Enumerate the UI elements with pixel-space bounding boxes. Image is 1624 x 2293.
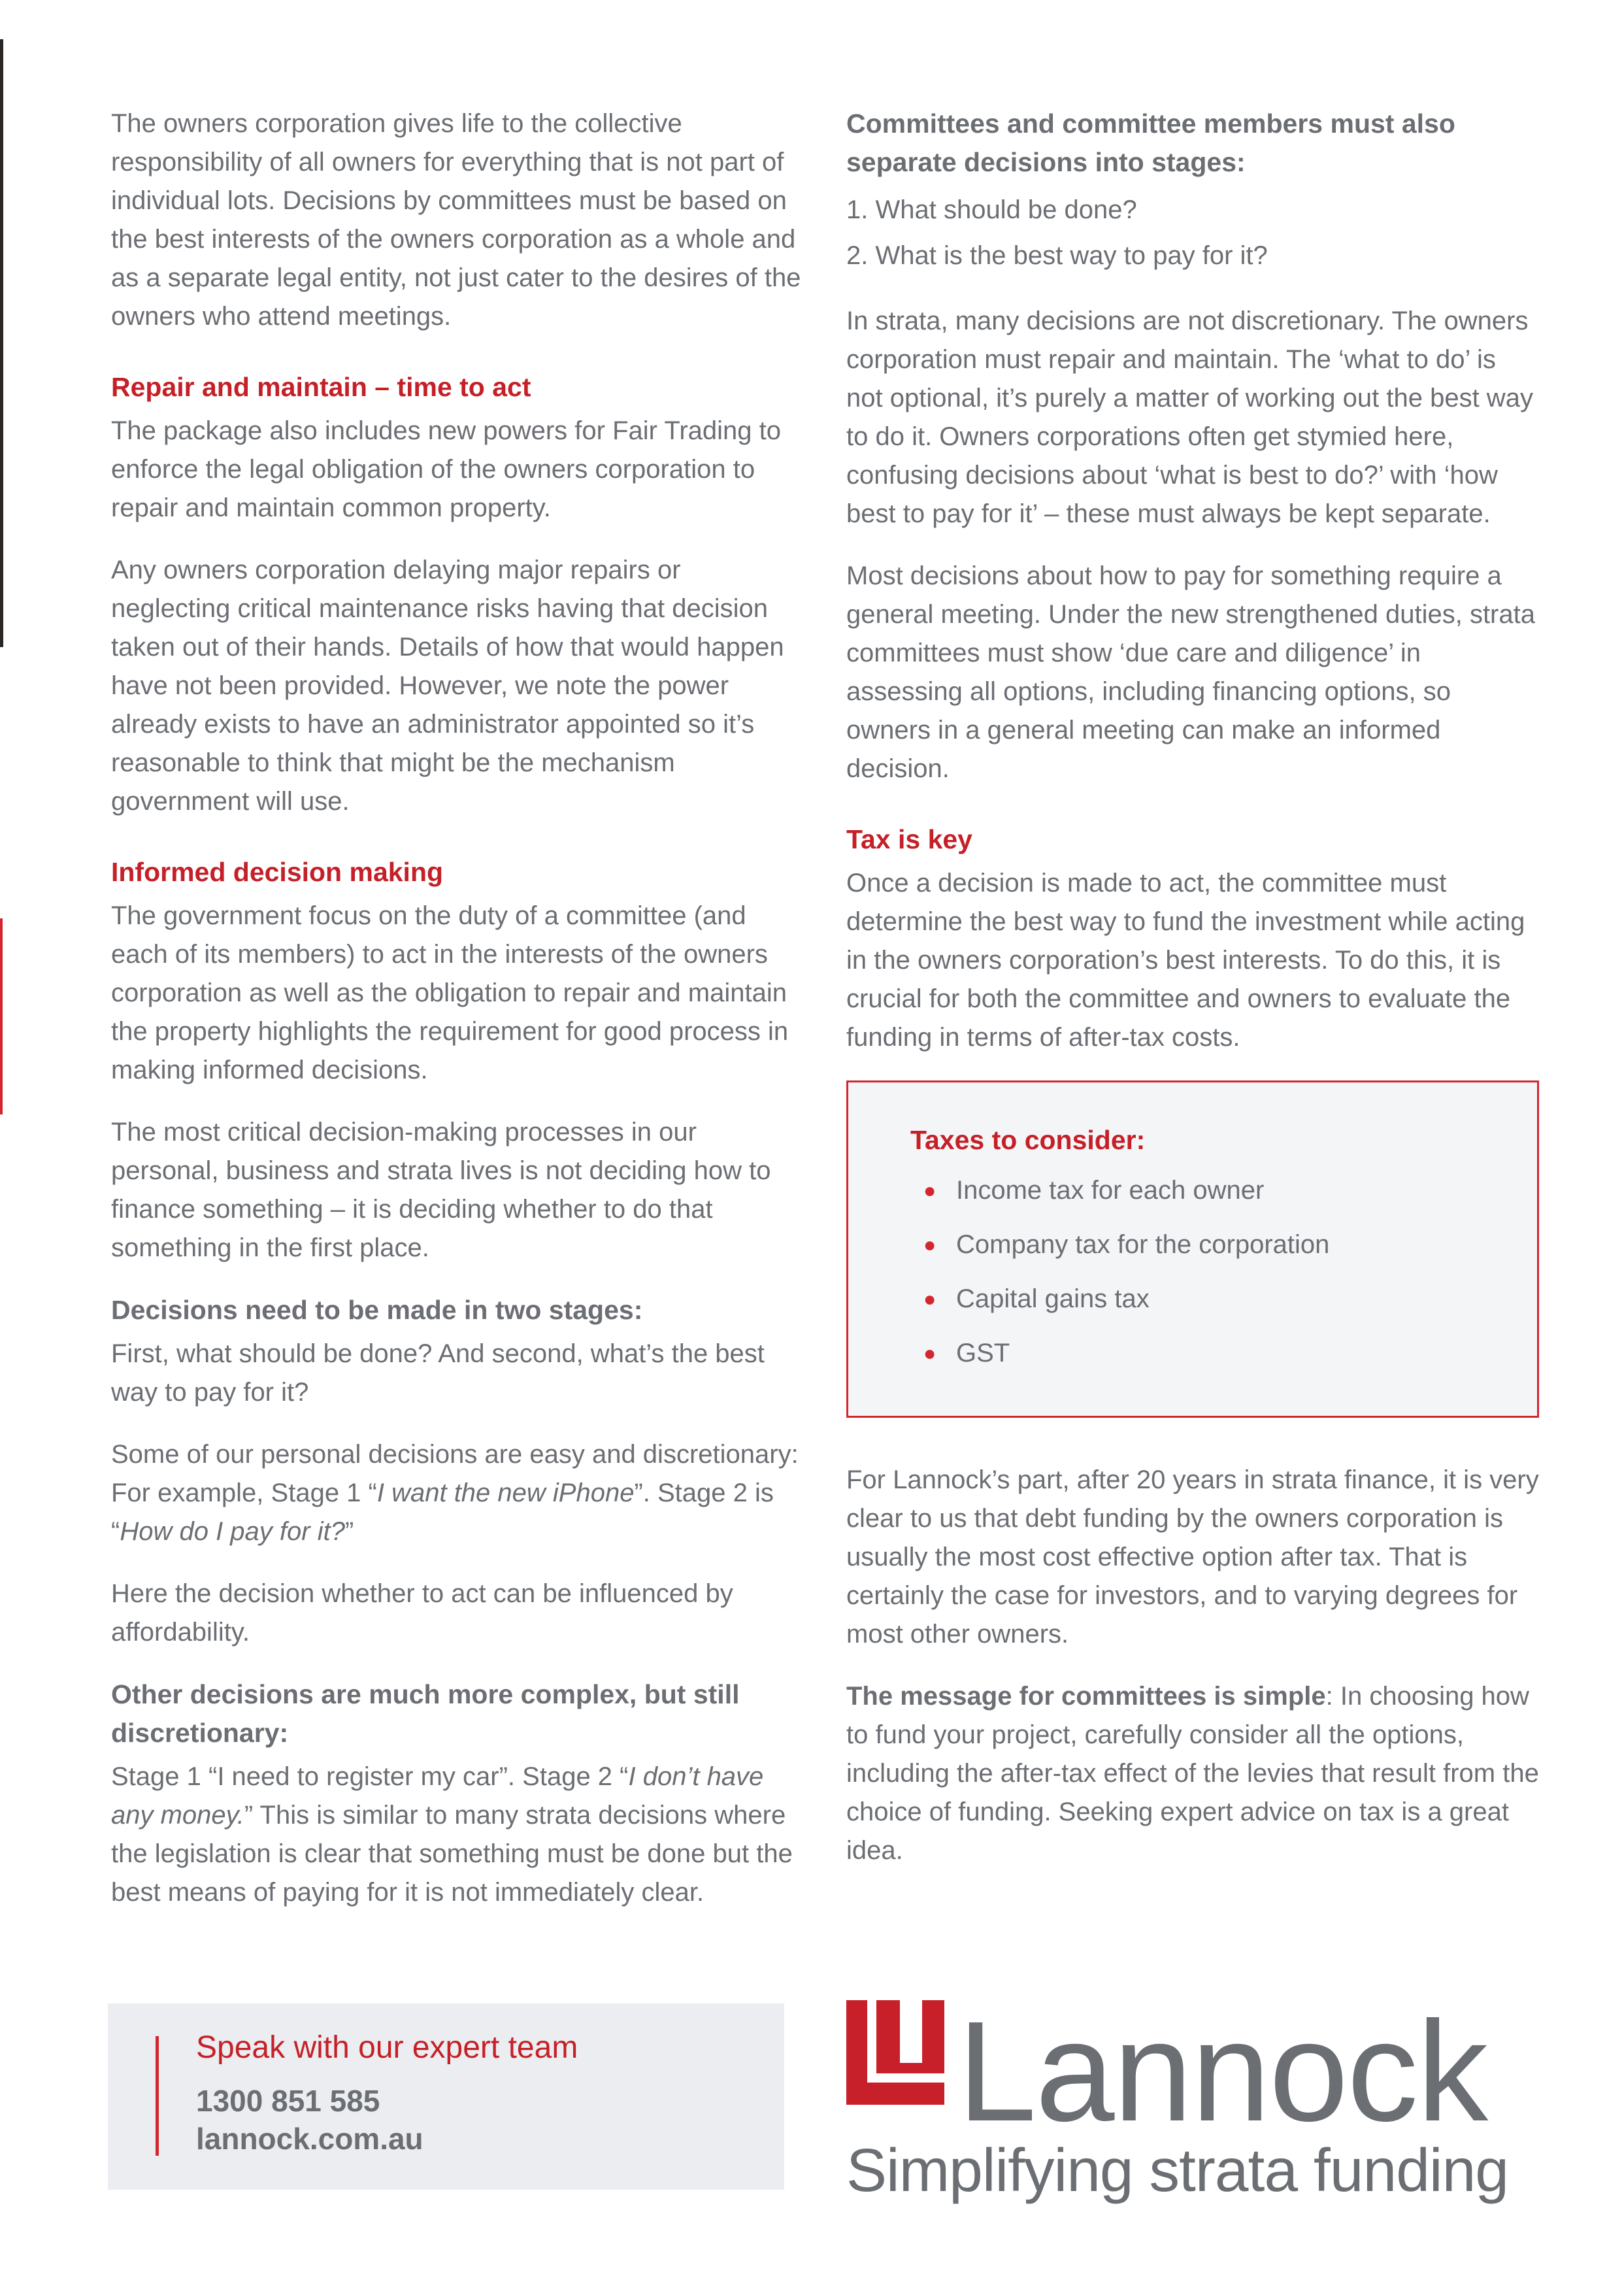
stage-item: 1. What should be done? [846,195,1137,224]
lannock-logo [846,1992,1539,2216]
contact-heading: Speak with our expert team [196,2030,578,2065]
committees-heading: Committees and committee members must also separate decisions into stages: [846,109,1455,177]
taxes-list [910,1163,1511,1381]
page-edge-dark [0,39,3,647]
logo-wordmark: Lannock [957,1992,1487,2151]
stages-list [846,187,1539,278]
personal-decisions-paragraph: Some of our personal decisions are easy and discretionary: For example, Stage 1 “I want the new iPhone”. Stage 2 is “How do I pay for it?” [111,1440,799,1546]
right-column [846,105,1539,1894]
complex-decisions-heading: Other decisions are much more complex, but still discretionary: [111,1679,740,1748]
repair-heading: Repair and maintain – time to act [111,372,531,402]
bullet-icon: ● [923,1287,936,1311]
repair-paragraph-2: Any owners corporation delaying major repairs or neglecting critical maintenance risks having that decision taken out of their hands. Details of how that would happen have not been provided. However, we note the power already exists to have an administrator appointed so it’s reasonable to think that might be the mechanism government will use. [111,556,784,816]
bullet-icon: ● [923,1233,936,1256]
contact-phone-link[interactable]: 1300 851 585 [196,2084,380,2118]
taxes-callout-title: Taxes to consider: [910,1125,1146,1155]
tax-heading: Tax is key [846,824,972,854]
informed-heading: Informed decision making [111,857,444,887]
two-stages-paragraph: First, what should be done? And second, what’s the best way to pay for it? [111,1339,765,1407]
tax-list-item: ● Company tax for the corporation [910,1218,1511,1272]
intro-paragraph: The owners corporation gives life to the collective responsibility of all owners for everything that is not part of individual lots. Decisions by committees must be based on the best interests of the owners corporation as a whole and as a separate legal entity, not just cater to the desires of the owners who attend meetings. [111,109,801,331]
contact-website-link[interactable]: lannock.com.au [196,2122,423,2156]
tax-paragraph: Once a decision is made to act, the committee must determine the best way to fund the investment while acting in the owners corporation’s best interests. To do this, it is crucial for both the committee and owners to evaluate the funding in terms of after-tax costs. [846,869,1525,1052]
logo-tagline: Simplifying strata funding [846,2136,1509,2204]
taxes-callout-box [846,1080,1539,1418]
two-stages-heading: Decisions need to be made in two stages: [111,1295,643,1325]
contact-panel [108,2003,784,2190]
tax-list-item: ● Income tax for each owner [910,1163,1511,1218]
tax-list-item: ● Capital gains tax [910,1272,1511,1326]
left-column [111,105,804,1935]
tax-list-item: ● GST [910,1326,1511,1381]
lannock-paragraph: For Lannock’s part, after 20 years in strata finance, it is very clear to us that debt funding by the owners corporation is usually the most cost effective option after tax. That is certainly the case for investors, and to varying degrees for most other owners. [846,1465,1539,1649]
bullet-icon: ● [923,1179,936,1202]
affordability-paragraph: Here the decision whether to act can be influenced by affordability. [111,1579,733,1647]
repair-paragraph-1: The package also includes new powers for Fair Trading to enforce the legal obligation of the owners corporation to repair and maintain common property. [111,416,781,522]
lannock-mark-icon [846,2000,944,2105]
informed-paragraph-2: The most critical decision-making processes in our personal, business and strata lives is not deciding how to finance something – it is deciding whether to do that something in the first place. [111,1118,771,1262]
bullet-icon: ● [923,1341,936,1365]
strata-paragraph: In strata, many decisions are not discretionary. The owners corporation must repair and maintain. The ‘what to do’ is not optional, it’s purely a matter of working out the best way to do it. Owners corporations often get stymied here, confusing decisions about ‘what is best to do?’ with ‘how best to pay for it’ – these must always be kept separate. [846,307,1533,528]
page-edge-red [0,918,3,1114]
stage-item: 2. What is the best way to pay for it? [846,241,1268,270]
pay-paragraph: Most decisions about how to pay for something require a general meeting. Under the new strengthened duties, strata committees must show ‘due care and diligence’ in assessing all options, including financing options, so owners in a general meeting can make an informed decision. [846,561,1535,783]
complex-decisions-paragraph: Stage 1 “I need to register my car”. Stage 2 “I don’t have any money.” This is similar to many strata decisions where the legislation is clear that something must be done but the best means of paying for it is not immediately clear. [111,1762,793,1907]
message-paragraph: The message for committees is simple: In choosing how to fund your project, carefully consider all the options, including the after-tax effect of the levies that result from the choice of funding. Seeking expert advice on tax is a great idea. [846,1682,1539,1865]
contact-accent-bar [156,2036,159,2156]
informed-paragraph-1: The government focus on the duty of a committee (and each of its members) to act in the interests of the owners corporation as well as the obligation to repair and maintain the property highlights the requirement for good process in making informed decisions. [111,901,789,1084]
